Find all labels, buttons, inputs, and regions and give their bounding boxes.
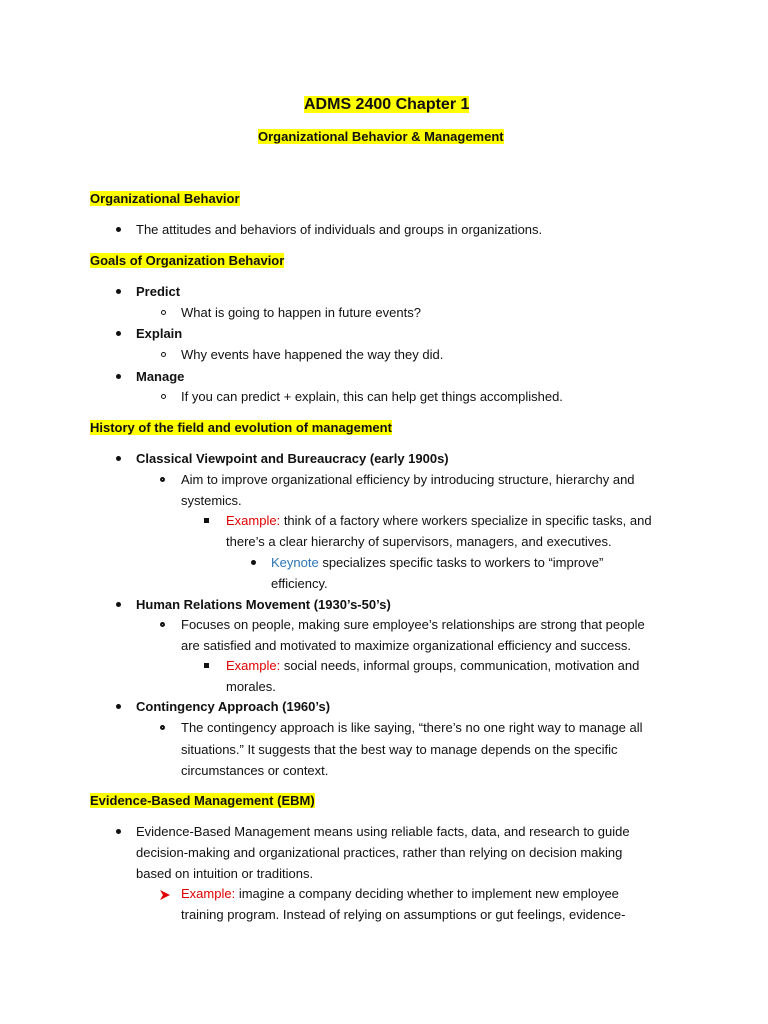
sub-bullet-icon	[161, 352, 166, 357]
sub-bullet-icon	[161, 394, 166, 399]
section-heading-ebm: Evidence-Based Management (EBM)	[90, 793, 315, 808]
classical-desc-line: systemics.	[181, 493, 242, 508]
bullet-icon	[116, 374, 121, 379]
bullet-icon	[251, 560, 256, 565]
human-desc-line: are satisfied and motivated to maximize organizational efficiency and success.	[181, 638, 631, 653]
sub-bullet-icon	[160, 622, 165, 627]
classical-example-line: there’s a clear hierarchy of supervisors, managers, and executives.	[226, 534, 612, 549]
contingency-desc-line: circumstances or context.	[181, 763, 329, 778]
sub-bullet-icon	[160, 477, 165, 482]
section-heading-history: History of the field and evolution of management	[90, 420, 392, 435]
goal-predict-desc: What is going to happen in future events?	[181, 305, 421, 320]
bullet-icon	[116, 227, 121, 232]
arrow-bullet-icon	[159, 889, 171, 901]
bullet-icon	[116, 456, 121, 461]
sub-bullet-icon	[161, 310, 166, 315]
goal-explain-desc: Why events have happened the way they did.	[181, 347, 444, 362]
goal-manage: Manage	[136, 369, 185, 384]
history-contingency: Contingency Approach (1960’s)	[136, 699, 331, 714]
ebm-example-line: Example: imagine a company deciding whether to implement new employee	[181, 886, 619, 901]
bullet-icon	[116, 289, 121, 294]
section-heading-ob: Organizational Behavior	[90, 191, 240, 206]
ebm-example-line: training program. Instead of relying on assumptions or gut feelings, evidence-	[181, 907, 626, 922]
contingency-desc-line: The contingency approach is like saying, “there’s no one right way to manage all	[181, 720, 643, 735]
keynote-line: Keynote specializes specific tasks to workers to “improve”	[271, 555, 604, 570]
contingency-desc-line: situations.” It suggests that the best way to manage depends on the specific	[181, 742, 618, 757]
human-example-line: Example: social needs, informal groups, communication, motivation and	[226, 658, 640, 673]
bullet-icon	[116, 829, 121, 834]
human-example-line: morales.	[226, 679, 276, 694]
section-heading-goals: Goals of Organization Behavior	[90, 253, 285, 268]
goal-explain: Explain	[136, 326, 183, 341]
ebm-desc-line: Evidence-Based Management means using reliable facts, data, and research to guide	[136, 824, 630, 839]
square-bullet-icon	[204, 663, 209, 668]
page-title: ADMS 2400 Chapter 1	[304, 96, 470, 113]
history-human-relations: Human Relations Movement (1930’s-50’s)	[136, 597, 391, 612]
bullet-icon	[116, 602, 121, 607]
ebm-desc-line: based on intuition or traditions.	[136, 866, 314, 881]
history-classical: Classical Viewpoint and Bureaucracy (early 1900s)	[136, 451, 449, 466]
page-subtitle: Organizational Behavior & Management	[258, 129, 504, 144]
goal-predict: Predict	[136, 284, 181, 299]
ob-definition: The attitudes and behaviors of individuals and groups in organizations.	[136, 222, 543, 237]
ebm-desc-line: decision-making and organizational practices, rather than relying on decision making	[136, 845, 623, 860]
classical-desc-line: Aim to improve organizational efficiency by introducing structure, hierarchy and	[181, 472, 635, 487]
sub-bullet-icon	[160, 725, 165, 730]
keynote-line: efficiency.	[271, 576, 328, 591]
square-bullet-icon	[204, 518, 209, 523]
bullet-icon	[116, 331, 121, 336]
goal-manage-desc: If you can predict + explain, this can help get things accomplished.	[181, 389, 563, 404]
classical-example-line: Example: think of a factory where workers specialize in specific tasks, and	[226, 513, 652, 528]
human-desc-line: Focuses on people, making sure employee’s relationships are strong that people	[181, 617, 645, 632]
bullet-icon	[116, 704, 121, 709]
